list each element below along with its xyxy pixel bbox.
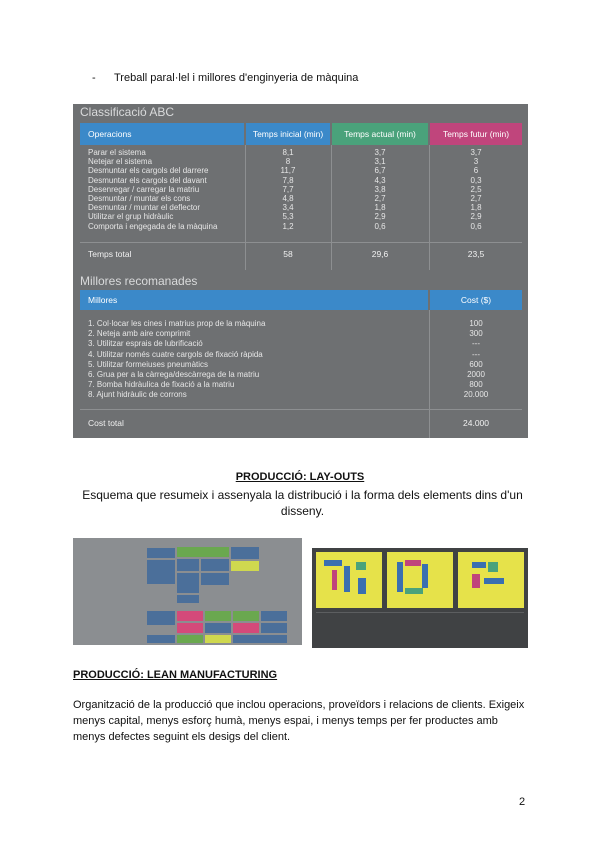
time-cell: 6,7	[374, 166, 386, 176]
diagram-block	[205, 623, 231, 633]
divider	[80, 409, 522, 410]
time-cell: 3,8	[374, 184, 386, 194]
time-cell: 3,7	[374, 148, 386, 157]
diagram-block	[177, 559, 199, 571]
machine-shape	[488, 562, 498, 572]
operation-row: Desmuntar els cargols del davant	[88, 175, 207, 185]
time-cell: 3,1	[374, 157, 386, 167]
diagram-block	[205, 635, 231, 643]
improvements-list	[88, 319, 265, 401]
cost-cell: ---	[472, 349, 480, 359]
abc-title: Classificació ABC	[80, 105, 175, 119]
header-temps-futur: Temps futur (min)	[430, 123, 522, 145]
diagram-block	[201, 559, 229, 571]
machine-shape	[344, 566, 350, 592]
cost-total-label: Cost total	[88, 418, 124, 428]
time-cell: 1,2	[282, 221, 294, 231]
layouts-description: Esquema que resumeix i assenyala la distribució i la forma dels elements dins d'un disseny.	[82, 488, 523, 518]
cost-cell: 600	[469, 359, 483, 369]
machine-shape	[356, 562, 366, 570]
operation-row: Desenregar / carregar la matriu	[88, 184, 200, 194]
header-operacions: Operacions	[80, 123, 244, 145]
improvement-row: 5. Utilitzar formeiuses pneumàtics	[88, 359, 209, 369]
diagram-block	[147, 560, 175, 584]
operation-row: Parar el sistema	[88, 148, 146, 157]
cost-cell: 300	[469, 329, 483, 339]
floorplan-shapes	[312, 548, 528, 608]
time-cell: 0,3	[470, 175, 482, 185]
improvement-row: 3. Utilitzar esprais de lubrificació	[88, 339, 203, 349]
improvement-row: 6. Grua per a la càrrega/descàrrega de la matriu	[88, 370, 260, 380]
cost-cell: 100	[469, 319, 483, 328]
improvement-row: 8. Ajunt hidràulic de corrons	[88, 390, 187, 400]
diagram-block	[177, 611, 203, 621]
time-cell: 2,5	[470, 184, 482, 194]
time-cell: 4,8	[282, 194, 294, 204]
diagram-block	[177, 623, 203, 633]
time-cell: 0,6	[374, 221, 386, 231]
abc-table-panel	[73, 104, 528, 438]
machine-shape	[324, 560, 342, 566]
time-cell: 0,6	[470, 221, 482, 231]
diagram-block	[233, 611, 259, 621]
diagram-block	[147, 635, 175, 643]
time-cell: 3	[473, 157, 479, 167]
cost-cell: 800	[469, 380, 483, 390]
diagram-block	[177, 573, 199, 593]
diagram-block	[233, 623, 259, 633]
bullet-text: Treball paral·lel i millores d'enginyeria de màquina	[114, 72, 359, 84]
time-cell: 2,9	[470, 212, 482, 222]
diagram-block	[261, 623, 287, 633]
total-current: 29,6	[371, 249, 389, 259]
time-cell: 11,7	[280, 166, 296, 176]
machine-shape	[422, 564, 428, 588]
time-cell: 1,8	[374, 203, 386, 213]
time-cell: 8	[285, 157, 291, 167]
diagram-block	[147, 611, 175, 625]
bullet-marker: -	[92, 72, 96, 84]
divider	[80, 242, 522, 243]
time-cell: 5,3	[282, 212, 294, 222]
time-cell: 7,7	[282, 184, 294, 194]
initial-times	[246, 148, 330, 231]
page-number: 2	[519, 796, 526, 808]
time-cell: 3,4	[282, 203, 294, 213]
time-cell: 2,7	[374, 194, 386, 204]
future-times	[430, 148, 522, 231]
time-cell: 7,8	[282, 175, 294, 185]
machine-shape	[405, 588, 423, 594]
operation-row: Netejar el sistema	[88, 157, 153, 167]
time-cell: 2,9	[374, 212, 386, 222]
diagram-block	[231, 561, 259, 571]
layouts-heading: PRODUCCIÓ: LAY-OUTS	[235, 471, 365, 483]
diagram-block	[177, 635, 203, 643]
diagram-block	[261, 611, 287, 621]
machine-shape	[472, 562, 486, 568]
improvement-row: 7. Bomba hidràulica de fixació a la matriu	[88, 380, 235, 390]
improvement-row: 4. Utilitzar només cuatre cargols de fixació ràpida	[88, 349, 263, 359]
machine-shape	[405, 560, 421, 566]
machine-shape	[472, 574, 480, 588]
diagram-block	[177, 547, 229, 557]
cost-cell: 20.000	[463, 390, 489, 400]
header-millores: Millores	[80, 290, 428, 310]
operation-row: Comporta i engegada de la màquina	[88, 221, 218, 231]
cost-cell: 2000	[467, 370, 485, 380]
time-cell: 6	[473, 166, 479, 176]
machine-shape	[484, 578, 504, 584]
cost-total-value: 24.000	[463, 418, 489, 428]
time-cell: 2,7	[470, 194, 482, 204]
machine-shape	[397, 562, 403, 592]
machine-shape	[358, 578, 366, 594]
diagram-block	[147, 548, 175, 558]
total-initial: 58	[283, 249, 293, 259]
improvement-row: 2. Neteja amb aire comprimit	[88, 329, 191, 339]
divider	[316, 612, 524, 613]
operation-row: Utilitzar el grup hidràulic	[88, 212, 174, 222]
lean-heading: PRODUCCIÓ: LEAN MANUFACTURING	[73, 669, 278, 681]
operation-row: Desmuntar / muntar el deflector	[88, 203, 201, 213]
improvement-row: 1. Col·locar les cines i matrius prop de la màquina	[88, 319, 266, 328]
diagram-block	[201, 573, 229, 585]
operation-row: Desmuntar / muntar els cons	[88, 194, 191, 204]
lean-paragraph: Organització de la producció que inclou operacions, proveïdors i relacions de clients. Exigeix menys capital, menys esforç humà, menys espai, i menys temps per fer productes amb menys defectes seguint els desigs del client.	[73, 699, 525, 743]
time-cell: 4,3	[374, 175, 386, 185]
costs-list	[430, 319, 522, 401]
time-cell: 8,1	[282, 148, 294, 157]
total-label: Temps total	[88, 249, 132, 259]
millores-title: Millores recomanades	[80, 274, 198, 288]
time-cell: 3,7	[470, 148, 482, 157]
floorplan-image	[312, 548, 528, 648]
diagram-block	[233, 635, 287, 643]
cost-cell: ---	[472, 339, 480, 349]
current-times	[332, 148, 428, 231]
bullet-item	[92, 72, 358, 84]
diagram-block	[205, 611, 231, 621]
operation-row: Desmuntar els cargols del darrere	[88, 166, 209, 176]
total-future: 23,5	[467, 249, 485, 259]
header-cost: Cost ($)	[430, 290, 522, 310]
diagram-block	[177, 595, 199, 603]
header-temps-actual: Temps actual (min)	[332, 123, 428, 145]
diagram-block	[231, 547, 259, 559]
machine-shape	[332, 570, 337, 590]
layout-diagram-image	[73, 538, 302, 645]
header-temps-inicial: Temps inicial (min)	[246, 123, 330, 145]
operations-list	[88, 148, 217, 231]
time-cell: 1,8	[470, 203, 482, 213]
